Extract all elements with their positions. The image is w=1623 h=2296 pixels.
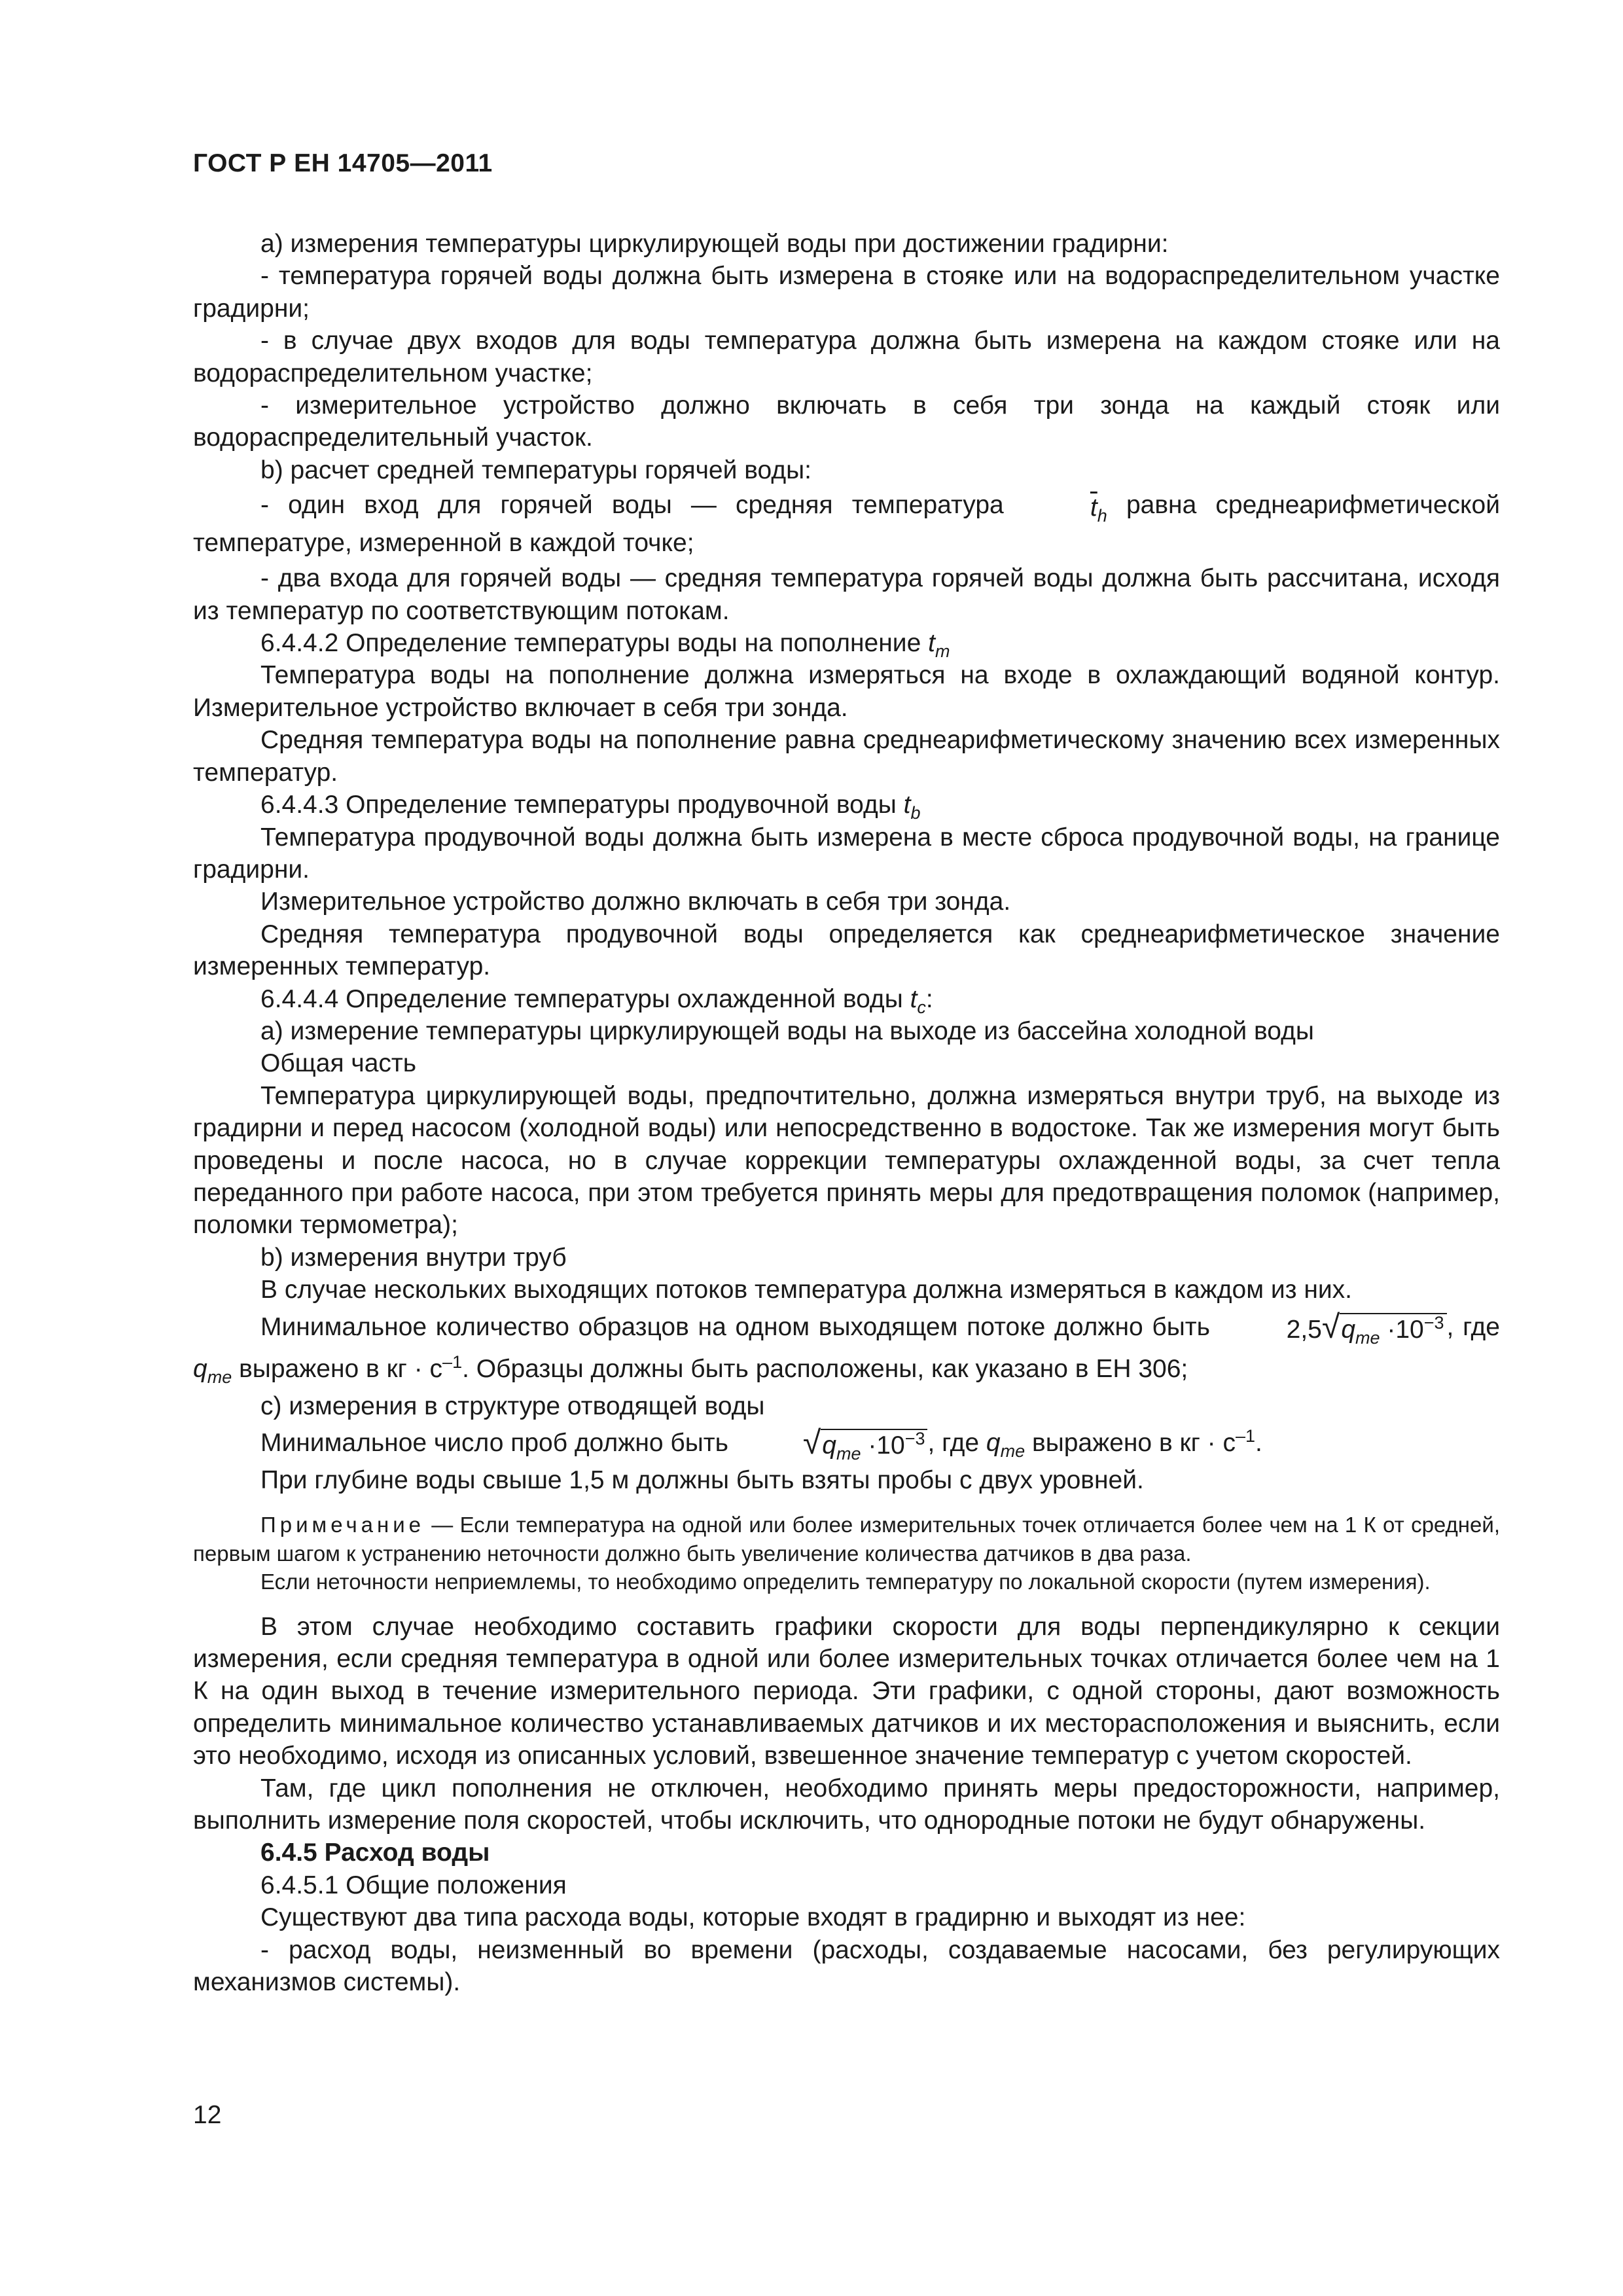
paragraph: Средняя температура воды на пополнение равна среднеарифметическому значению всех измеренных температур. xyxy=(193,726,1500,787)
note-paragraph: Примечание — Если температура на одной или более измерительных точек отличается более чем на 1 К от средней, первым шагом к устранению неточности должно быть увеличение количества датчиков в два раза. xyxy=(193,1513,1500,1566)
paragraph: Существуют два типа расхода воды, которые входят в градирню и выходят из нее: xyxy=(260,1903,1246,1932)
paragraph: Температура воды на пополнение должна измеряться на входе в охлаждающий водяной контур. Измерительное устройство включает в себя три зонда. xyxy=(193,661,1500,722)
paragraph: - расход воды, неизменный во времени (расходы, создаваемые насосами, без регулирующих механизмов системы). xyxy=(193,1935,1500,1997)
paragraph-min-samples: Минимальное количество образцов на одном выходящем потоке должно быть $2,5√q_{me} \cdot 10^{-3}$ , где $q_{me}$ выражено в кг · $с^{-1}$. Образцы должны быть расположены, как указано в ЕН 306; xyxy=(193,1308,1500,1387)
document-header: ГОСТ Р ЕН 14705—2011 xyxy=(193,149,493,177)
paragraph: - два входа для горячей воды — средняя температура горячей воды должна быть рассчитана, исходя из температур по соответствующим потокам. xyxy=(193,564,1500,625)
page-body xyxy=(193,228,1500,1999)
paragraph: а) измерение температуры циркулирующей воды на выходе из бассейна холодной воды xyxy=(260,1016,1314,1045)
paragraph: - измерительное устройство должно включать в себя три зонда на каждый стояк или водораспределительный участок. xyxy=(193,391,1500,452)
paragraph-min-probes: Минимальное число проб должно быть $√q_{me} \cdot 10^{-3}$ , где $q_{me}$ выражено в кг · $с^{-1}$. xyxy=(260,1424,1262,1463)
section-heading-6-4-4-4: 6.4.4.4 Определение температуры охлажденной воды $t_c$: xyxy=(260,984,933,1017)
paragraph: Общая часть xyxy=(260,1049,417,1078)
paragraph: а) измерения температуры циркулирующей воды при достижении градирни: xyxy=(260,230,1169,258)
paragraph: Там, где цикл пополнения не отключен, необходимо принять меры предосторожности, например, выполнить измерение поля скоростей, чтобы исключить, что однородные потоки не будут обнаружены. xyxy=(193,1774,1500,1835)
paragraph: - температура горячей воды должна быть измерена в стояке или на водораспределительном участке градирни; xyxy=(193,262,1500,323)
paragraph: с) измерения в структуре отводящей воды xyxy=(260,1391,765,1420)
probe-count-formula: $√q_{me} \cdot 10^{-3}$ xyxy=(736,1426,928,1459)
sample-count-formula: $2,5√q_{me} \cdot 10^{-3}$ xyxy=(1219,1310,1447,1343)
paragraph: В этом случае необходимо составить графики скорости для воды перпендикулярно к секции измерения, если средняя температура в одной или более измерительных точках отличается более чем на 1 К на один выход в течение измерительного периода. Эти графики, с одной стороны, дают возможность определить минимальное количество устанавливаемых датчиков и их месторасположения и выяснить, если это необходимо, исходя из описанных условий, взвешенное значение температур с учетом скоростей. xyxy=(193,1612,1500,1770)
paragraph: При глубине воды свыше 1,5 м должны быть взяты пробы с двух уровней. xyxy=(260,1466,1144,1494)
page-number: 12 xyxy=(193,2101,222,2129)
section-heading-6-4-4-2: 6.4.4.2 Определение температуры воды на пополнение $t_m$ xyxy=(260,629,950,662)
paragraph: Температура циркулирующей воды, предпочтительно, должна измеряться внутри труб, на выходе из градирни и перед насосом (холодной воды) или непосредственно в водостоке. Так же измерения могут быть проведены и после насоса, но в случае коррекции температуры охлажденной воды, за счет тепла переданного при работе насоса, при этом требуется принять меры для предотвращения поломок (например, поломки термометра); xyxy=(193,1081,1500,1240)
note-paragraph: Если неточности неприемлемы, то необходимо определить температуру по локальной скорости (путем измерения). xyxy=(260,1570,1431,1594)
paragraph: Измерительное устройство должно включать в себя три зонда. xyxy=(260,888,1011,916)
section-heading-6-4-5-1: 6.4.5.1 Общие положения xyxy=(260,1871,567,1899)
paragraph: В случае нескольких выходящих потоков температура должна измеряться в каждом из них. xyxy=(260,1276,1353,1304)
section-heading-6-4-4-3: 6.4.4.3 Определение температуры продувочной воды $t_b$ xyxy=(260,791,921,823)
section-heading-6-4-5: 6.4.5 Расход воды xyxy=(260,1839,490,1867)
mean-hot-temperature-symbol: $\overline{t}_h$ xyxy=(1090,493,1107,526)
note-block xyxy=(193,1511,1500,1596)
paragraph: b) расчет средней температуры горячей воды: xyxy=(260,456,812,484)
paragraph-hot-water-average: - один вход для горячей воды — средняя температура $\overline{t}_h$ равна среднеарифметической температуре, измеренной в каждой точке; xyxy=(193,491,1501,558)
paragraph: - в случае двух входов для воды температура должна быть измерена на каждом стояке или на водораспределительном участке; xyxy=(193,327,1500,387)
paragraph: Средняя температура продувочной воды определяется как среднеарифметическое значение измеренных температур. xyxy=(193,920,1500,981)
note-label: Примечание xyxy=(260,1513,425,1537)
paragraph: b) измерения внутри труб xyxy=(260,1243,567,1272)
paragraph: Температура продувочной воды должна быть измерена в месте сброса продувочной воды, на границе градирни. xyxy=(193,823,1500,884)
